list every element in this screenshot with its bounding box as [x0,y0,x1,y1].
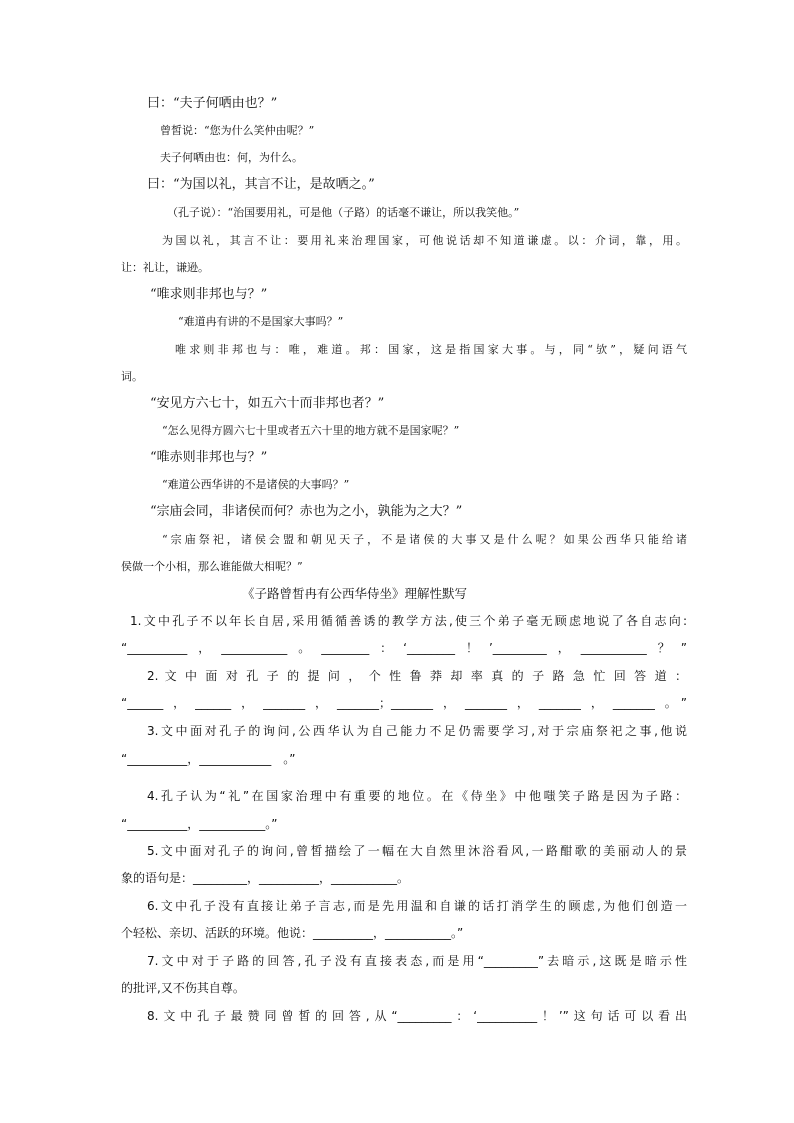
section-title: 《子路曾皙冉有公西华侍坐》理解性默写 [242,586,468,601]
passage-line: “宗庙会同，非诸侯而何？赤也为之小，孰能为之大？” [150,504,463,519]
passage-line: 侯做一个小相，那么谁能做大相呢？” [121,560,303,573]
passage-line: “难道冉有讲的不是国家大事吗？” [178,315,344,328]
passage-line: 为国以礼，其言不让：要用礼来治理国家，可他说话却不知道谦虚。以：介词，靠，用。 [162,234,687,247]
question-line: 个轻松、亲切、活跃的环境。他说：__________，___________。” [121,926,464,940]
question-line: 2. 文 中 面 对 孔 子 的 提 问 ， 个 性 鲁 莽 却 率 真 的 子 路 急 忙 回 答 道 ： [147,669,687,683]
question-line: “__________，___________。” [121,817,278,831]
question-line: “__________，____________ 。” [121,752,296,766]
passage-line: 让：礼让，谦逊。 [121,261,209,274]
question-line: “______，______，_______，_______；_______，_______，_______，_______。” [121,696,687,710]
question-line: 7.文中对于子路的回答,孔子没有直接表态,而是用“_________”去暗示,这既是暗示性 [147,954,687,968]
passage-line: “唯求则非邦也与？” [150,287,268,302]
passage-line: “宗庙祭祀，诸侯会盟和朝见天子，不是诸侯的大事又是什么呢？如果公西华只能给诸 [162,533,687,546]
question-line: 8.文中孔子最赞同曾皙的回答,从“_________：‘__________！’”这句话可以看出 [147,1009,687,1023]
question-line: 4.孔子认为“礼”在国家治理中有重要的地位。在《侍坐》中他嗤笑子路是因为子路： [147,789,687,803]
passage-line: 夫子何哂由也：何，为什么。 [160,151,303,164]
passage-line: “唯赤则非邦也与？” [150,450,268,465]
passage-line: 曰：“夫子何哂由也？” [147,96,278,111]
passage-line: “安见方六七十，如五六十而非邦也者？” [150,396,385,411]
passage-line: “难道公西华讲的不是诸侯的大事吗？” [162,478,350,491]
passage-line: 曾皙说：“您为什么笑仲由呢？” [160,124,315,137]
passage-line: “怎么见得方圆六七十里或者五六十里的地方就不是国家呢？” [162,424,460,437]
passage-line: 词。 [121,370,143,383]
question-line: “__________，___________。________：‘________！’_________，___________？” [121,641,687,655]
question-line: 1.文中孔子不以年长自居,采用循循善诱的教学方法,使三个弟子毫无顾虑地说了各自志向: [130,614,687,628]
question-line: 的批评,又不伤其自尊。 [121,981,245,995]
passage-line: 唯求则非邦也与：唯，难道。邦：国家，这是指国家大事。与，同“欤”，疑问语气 [175,343,687,356]
question-line: 象的语句是：_________，__________，___________。 [121,871,410,885]
question-line: 3.文中面对孔子的询问,公西华认为自己能力不足仍需要学习,对于宗庙祭祀之事,他说 [147,724,687,738]
question-line: 5.文中面对孔子的询问,曾皙描绘了一幅在大自然里沐浴看风,一路酣歌的美丽动人的景 [147,844,687,858]
passage-line: 曰：“为国以礼，其言不让，是故哂之。” [147,177,375,192]
passage-line: （孔子说）：“治国要用礼，可是他（子路）的话毫不谦让，所以我笑他。” [167,206,520,219]
question-line: 6.文中孔子没有直接让弟子言志,而是先用温和自谦的话打消学生的顾虑,为他们创造一 [147,899,687,913]
